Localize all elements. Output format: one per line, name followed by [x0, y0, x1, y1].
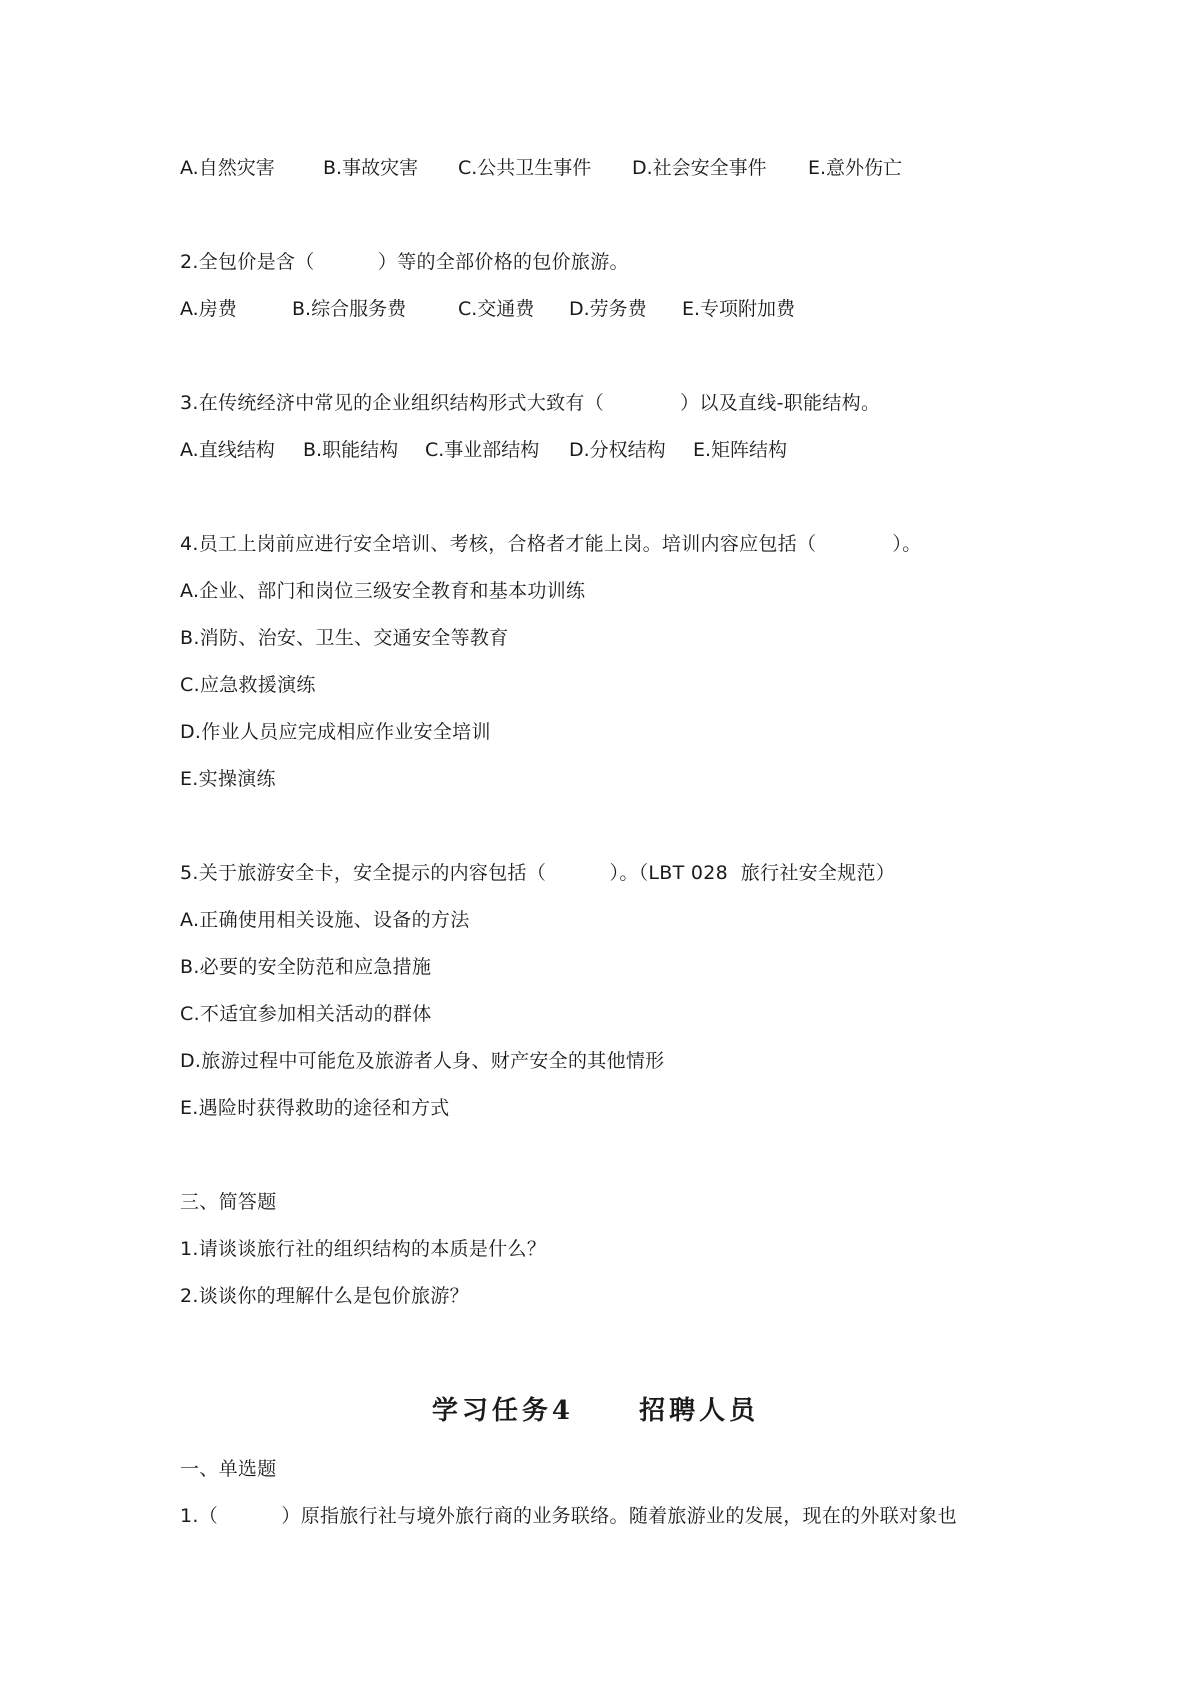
q3-option-e: E.矩阵结构	[693, 439, 788, 461]
section-title-short-answer: 三、简答题	[180, 1191, 277, 1213]
q2-option-e: E.专项附加费	[682, 298, 796, 320]
q4-option-e: E.实操演练	[180, 768, 276, 790]
q3-stem: 3.在传统经济中常见的企业组织结构形式大致有（ ）以及直线-职能结构。	[180, 392, 881, 414]
q5-stem: 5.关于旅游安全卡，安全提示的内容包括（ ）。（LBT 028 旅行社安全规范）	[180, 862, 896, 884]
q3-option-d: D.分权结构	[569, 439, 666, 461]
q4-stem: 4.员工上岗前应进行安全培训、考核，合格者才能上岗。培训内容应包括（ ）。	[180, 533, 922, 555]
section-title-single-choice: 一、单选题	[180, 1458, 277, 1480]
q1-option-a: A.自然灾害	[180, 157, 275, 179]
task-heading: 学习任务4 招聘人员	[431, 1396, 760, 1426]
q1-option-c: C.公共卫生事件	[458, 157, 592, 179]
q5-option-a: A.正确使用相关设施、设备的方法	[180, 909, 470, 931]
q2-stem: 2.全包价是含（ ）等的全部价格的包价旅游。	[180, 251, 629, 273]
q5-option-e: E.遇险时获得救助的途径和方式	[180, 1097, 450, 1119]
q1-option-b: B.事故灾害	[323, 157, 419, 179]
q2-option-a: A.房费	[180, 298, 237, 320]
q5-option-b: B.必要的安全防范和应急措施	[180, 956, 432, 978]
q2-option-c: C.交通费	[458, 298, 535, 320]
q3-option-b: B.职能结构	[303, 439, 399, 461]
q1-option-d: D.社会安全事件	[632, 157, 767, 179]
q3-option-c: C.事业部结构	[425, 439, 540, 461]
q4-option-a: A.企业、部门和岗位三级安全教育和基本功训练	[180, 580, 586, 602]
q5-option-d: D.旅游过程中可能危及旅游者人身、财产安全的其他情形	[180, 1050, 665, 1072]
short-answer-question-2: 2.谈谈你的理解什么是包价旅游？	[180, 1285, 469, 1307]
q2-option-b: B.综合服务费	[292, 298, 407, 320]
q4-option-b: B.消防、治安、卫生、交通安全等教育	[180, 627, 509, 649]
q3-option-a: A.直线结构	[180, 439, 275, 461]
task4-q1-stem: 1.（ ）原指旅行社与境外旅行商的业务联络。随着旅游业的发展，现在的外联对象也	[180, 1505, 957, 1527]
q2-option-d: D.劳务费	[569, 298, 647, 320]
short-answer-question-1: 1.请谈谈旅行社的组织结构的本质是什么？	[180, 1238, 547, 1260]
q5-option-c: C.不适宜参加相关活动的群体	[180, 1003, 432, 1025]
q4-option-c: C.应急救援演练	[180, 674, 316, 696]
q4-option-d: D.作业人员应完成相应作业安全培训	[180, 721, 491, 743]
q1-option-e: E.意外伤亡	[808, 157, 903, 179]
